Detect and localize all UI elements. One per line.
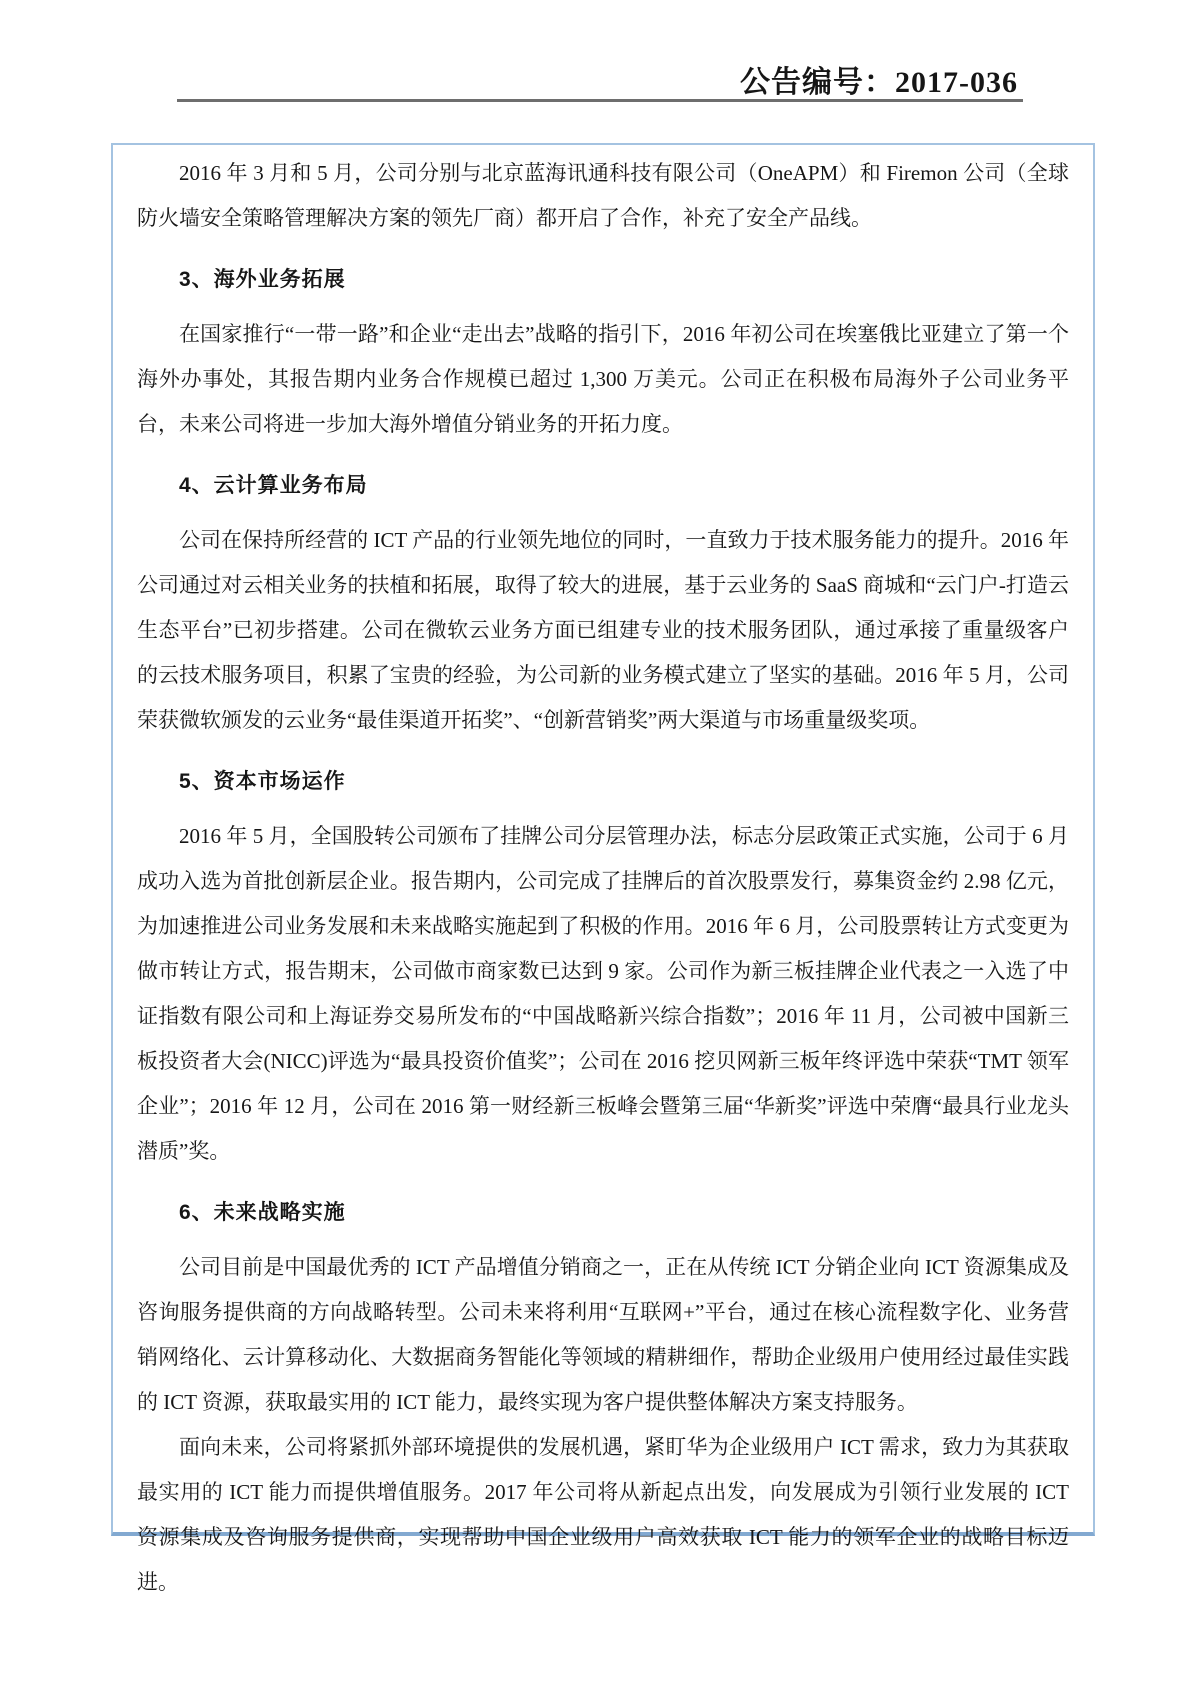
section-paragraph: 公司目前是中国最优秀的 ICT 产品增值分销商之一，正在从传统 ICT 分销企业向 ICT 资源集成及咨询服务提供商的方向战略转型。公司未来将利用“互联网+”平台，通过在核心流程数字化、业务营销网络化、云计算移动化、大数据商务智能化等领域的精耕细作，帮助企业级用户使用经过最佳实践的 ICT 资源，获取最实用的 ICT 能力，最终实现为客户提供整体解决方案支持服务。 — [137, 1255, 1069, 1414]
section-overseas-expansion — [137, 257, 1069, 447]
section-future-strategy — [137, 1190, 1069, 1605]
section-paragraph: 面向未来，公司将紧抓外部环境提供的发展机遇，紧盯华为企业级用户 ICT 需求，致力为其获取最实用的 ICT 能力而提供增值服务。2017 年公司将从新起点出发，向发展成为引领行业发展的 ICT 资源集成及咨询服务提供商，实现帮助中国企业级用户高效获取 ICT 能力的领军企业的战略目标迈进。 — [137, 1435, 1069, 1594]
section-heading: 5、资本市场运作 — [179, 770, 346, 793]
header-divider — [177, 99, 1023, 102]
section-heading: 3、海外业务拓展 — [179, 268, 346, 291]
section-cloud-computing — [137, 463, 1069, 743]
section-capital-market — [137, 759, 1069, 1174]
section-paragraph: 2016 年 5 月，全国股转公司颁布了挂牌公司分层管理办法，标志分层政策正式实施，公司于 6 月成功入选为首批创新层企业。报告期内，公司完成了挂牌后的首次股票发行，募集资金约 2.98 亿元，为加速推进公司业务发展和未来战略实施起到了积极的作用。2016 年 6 月，公司股票转让方式变更为做市转让方式，报告期末，公司做市商家数已达到 9 家。公司作为新三板挂牌企业代表之一入选了中证指数有限公司和上海证券交易所发布的“中国战略新兴综合指数”；2016 年 11 月，公司被中国新三板投资者大会(NICC)评选为“最具投资价值奖”；公司在 2016 挖贝网新三板年终评选中荣获“TMT 领军企业”；2016 年 12 月，公司在 2016 第一财经新三板峰会暨第三届“华新奖”评选中荣膺“最具行业龙头潜质”奖。 — [137, 824, 1069, 1163]
section-paragraph: 公司在保持所经营的 ICT 产品的行业领先地位的同时，一直致力于技术服务能力的提升。2016 年公司通过对云相关业务的扶植和拓展，取得了较大的进展，基于云业务的 SaaS 商城和“云门户-打造云生态平台”已初步搭建。公司在微软云业务方面已组建专业的技术服务团队，通过承接了重量级客户的云技术服务项目，积累了宝贵的经验，为公司新的业务模式建立了坚实的基础。2016 年 5 月，公司荣获微软颁发的云业务“最佳渠道开拓奖”、“创新营销奖”两大渠道与市场重量级奖项。 — [137, 528, 1069, 732]
content-box — [111, 143, 1095, 1594]
section-heading: 6、未来战略实施 — [179, 1201, 346, 1224]
announcement-number: 公告编号：2017-036 — [740, 66, 1018, 99]
section-paragraph: 在国家推行“一带一路”和企业“走出去”战略的指引下，2016 年初公司在埃塞俄比亚建立了第一个海外办事处，其报告期内业务合作规模已超过 1,300 万美元。公司正在积极布局海外子公司业务平台，未来公司将进一步加大海外增值分销业务的开拓力度。 — [137, 322, 1069, 436]
intro-paragraph: 2016 年 3 月和 5 月，公司分别与北京蓝海讯通科技有限公司（OneAPM）和 Firemon 公司（全球防火墙安全策略管理解决方案的领先厂商）都开启了合作，补充了安全产品线。 — [137, 161, 1069, 230]
section-heading: 4、云计算业务布局 — [179, 474, 368, 497]
